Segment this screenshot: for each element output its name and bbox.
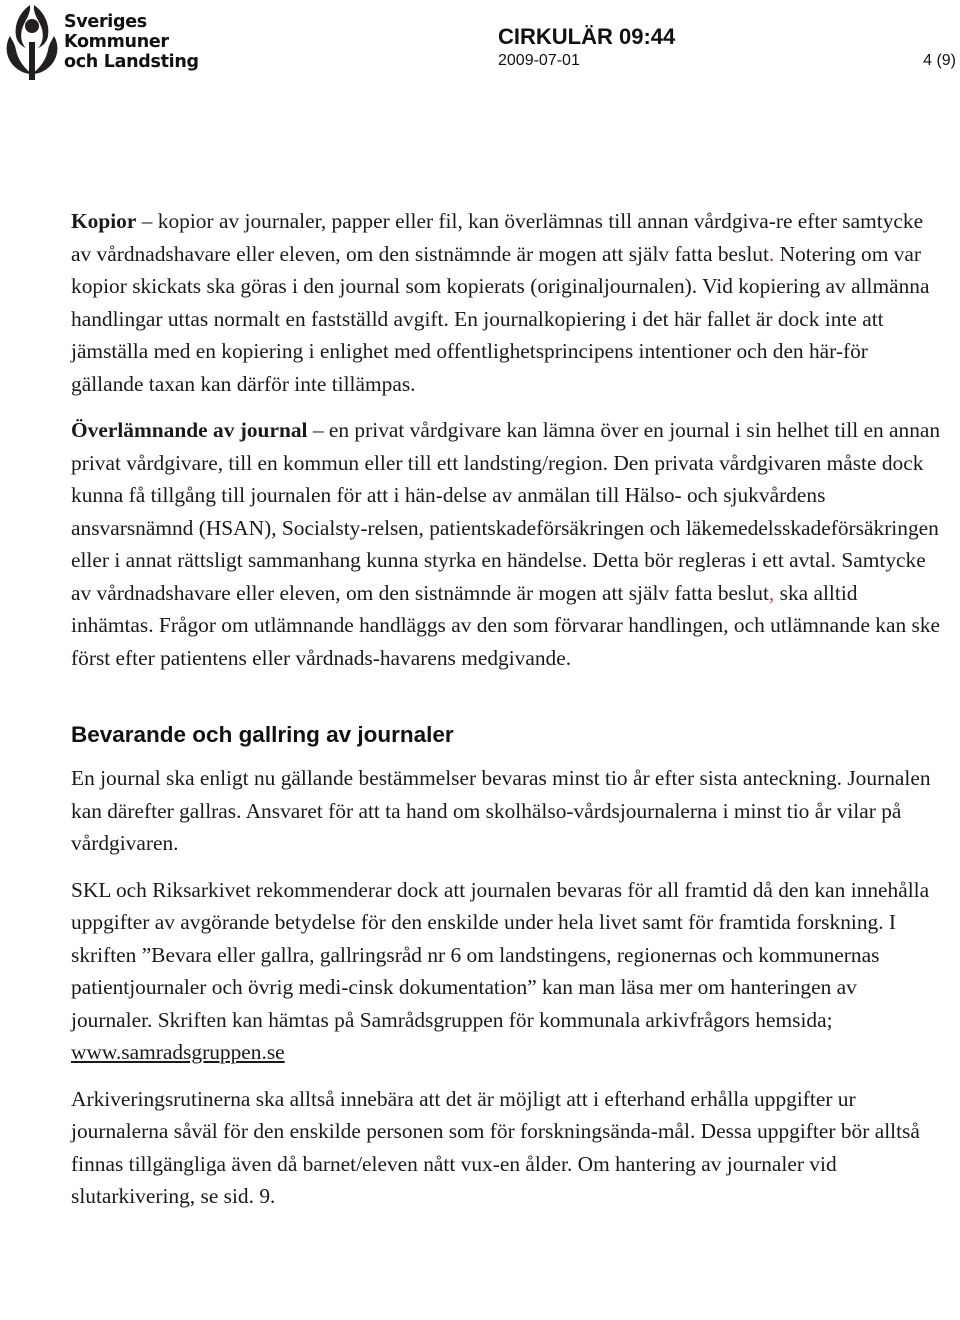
paragraph-text: – kopior av journaler, papper eller fil, kan överlämnas till annan vårdgiva-re efter samtycke av vårdnadshavare eller eleven, om den sistnämnde är mogen att själv fatta beslut [71,209,924,266]
logo-line-3: och Landsting [64,52,199,72]
logo-line-1: Sveriges [64,12,147,32]
paragraph-rekommendation [71,874,941,1069]
paragraph-text: Notering om var kopior skickats ska göras i den journal som kopierats (originaljournalen). Vid kopiering av allmänna handlingar uttas normalt en fastställd avgift. En journalkopiering i det här fallet är dock inte att jämställa med en kopiering i enlighet med offentlighetsprincipens intentioner och den här-för gällande taxan kan därför inte tillämpas. [71,241,930,396]
paragraph-overlamnande [71,414,941,674]
paragraph-arkivering: Arkiveringsrutinerna ska alltså innebära att det är möjligt att i efterhand erhålla uppgifter ur journalerna såväl för den enskilde personen som för forskningsända-mål. Dessa uppgifter bör alltså finnas tillgängliga även då barnet/eleven nått vux-en ålder. Om hantering av journaler vid slutarkivering, se sid. 9. [71,1086,920,1208]
logo-line-2: Kommuner [64,32,169,52]
paragraph-text: ska alltid inhämtas. Frågor om utlämnande handläggs av den som förvarar handlingen, och utlämnande kan ske först efter patientens eller vårdnads-havarens medgivande. [71,580,941,670]
paragraph-text: – en privat vårdgivare kan lämna över en journal i sin helhet till en annan privat vårdgivare, till en kommun eller till ett landsting/region. Den privata vårdgivaren måste dock kunna få tillgång till journalen för att i hän-delse av anmälan till Hälso- och sjukvårdens ansvarsnämnd (HSAN), Socialsty-relsen, patientskadeförsäkringen och läkemedelsskadeförsäkringen eller i annat rättsligt sammanhang kunna styrka en händelse. Detta bör regleras i ett avtal. Samtycke av vårdnadshavare eller eleven, om den sistnämnde är mogen att själv fatta beslut [71,418,941,605]
document-body [71,205,941,1213]
paragraph-lead: Kopior [71,209,137,233]
page-number: 4 (9) [923,52,956,69]
skl-logo-text [64,12,199,72]
circular-title: CIRKULÄR 09:44 [498,24,676,49]
page-header [0,0,960,90]
highlighted-mark: . [768,241,775,266]
circular-date: 2009-07-01 [498,52,580,69]
highlighted-mark: , [768,580,775,605]
skl-logo [0,2,200,84]
section-heading: Bevarande och gallring av journaler [71,722,454,747]
paragraph-kopior [71,205,941,400]
skl-emblem-icon [2,2,62,82]
paragraph-bevarande: En journal ska enligt nu gällande bestämmelser bevaras minst tio år efter sista anteckning. Journalen kan därefter gallras. Ansvaret för att ta hand om skolhälso-vårdsjournalerna i minst tio år vilar på vårdgivaren. [71,766,931,855]
paragraph-text: SKL och Riksarkivet rekommenderar dock att journalen bevaras för all framtid då den kan innehålla uppgifter av avgörande betydelse för den enskilde under hela livet samt för framtida forskning. I skriften ”Bevara eller gallra, gallringsråd nr 6 om landstingens, regionernas och kommunernas patientjournaler och övrig medi-cinsk dokumentation” kan man läsa mer om hanteringen av journaler. Skriften kan hämtas på Samrådsgruppen för kommunala arkivfrågors hemsida; [71,877,930,1032]
paragraph-lead: Överlämnande av journal [71,418,308,442]
samradsgruppen-link[interactable]: www.samradsgruppen.se [71,1040,285,1064]
